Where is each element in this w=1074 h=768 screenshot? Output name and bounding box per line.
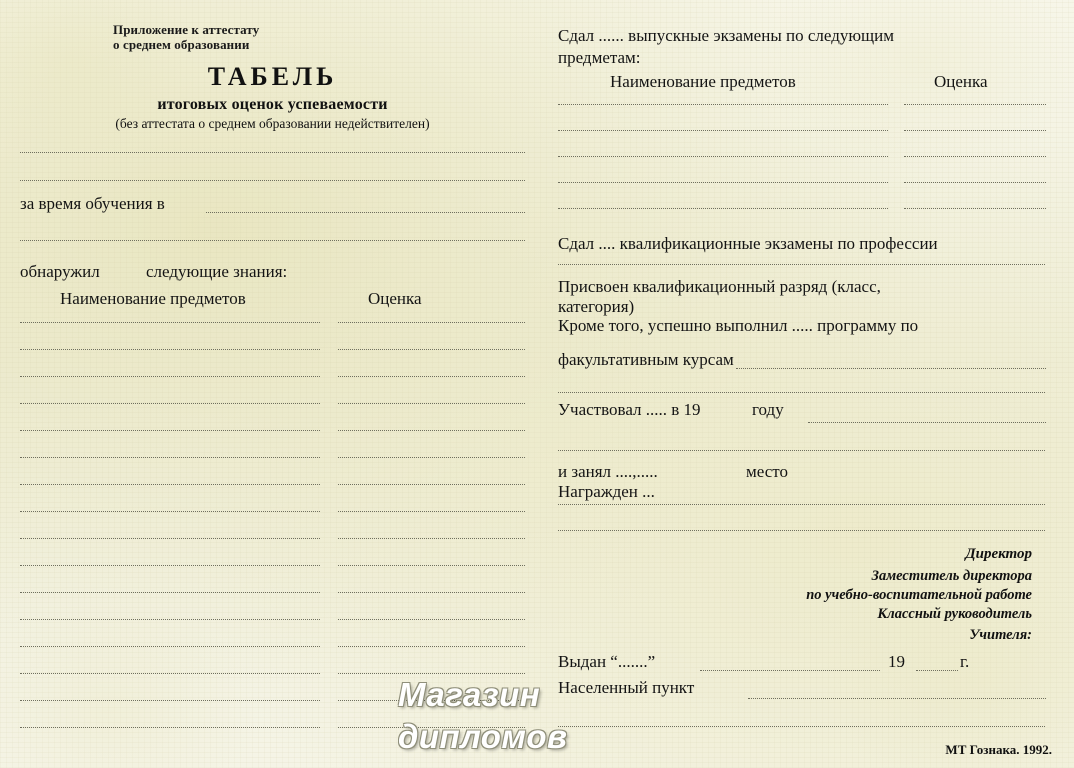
- blank-line: [558, 530, 1045, 531]
- subject-row-line: [20, 430, 320, 431]
- blank-line: [558, 726, 1045, 727]
- footer-note: МТ Гознака. 1992.: [945, 742, 1052, 757]
- watermark-line1: Магазин: [398, 676, 541, 713]
- exam-subject-row-line: [558, 156, 888, 157]
- grade-row-line: [338, 619, 525, 620]
- study-period-line: [206, 212, 525, 213]
- subject-row-line: [20, 403, 320, 404]
- right-col-header-grade: Оценка: [934, 72, 988, 91]
- issued-line: [700, 670, 880, 671]
- grade-row-line: [338, 673, 525, 674]
- found-knowledge-label2: следующие знания:: [146, 262, 288, 281]
- grade-row-line: [338, 484, 525, 485]
- document-title: ТАБЕЛЬ: [207, 62, 338, 91]
- locality-label: Населенный пункт: [558, 678, 695, 697]
- grade-row-line: [338, 430, 525, 431]
- awarded-label: Награжден ...: [558, 482, 655, 501]
- subject-row-line: [20, 322, 320, 323]
- grade-row-line: [338, 457, 525, 458]
- grade-row-line: [338, 592, 525, 593]
- subject-row-line: [20, 700, 320, 701]
- place-prefix: и занял ....,.....: [558, 462, 658, 481]
- qualification-exams-line: [558, 264, 1045, 265]
- signature-deputy-role: по учебно-воспитательной работе: [806, 587, 1032, 603]
- subject-row-line: [20, 376, 320, 377]
- right-column: [552, 0, 1052, 768]
- exam-grade-row-line: [904, 182, 1046, 183]
- elective-line: [736, 368, 1046, 369]
- locality-line: [748, 698, 1046, 699]
- issued-year-line: [916, 670, 958, 671]
- assigned-rank-line1: Присвоен квалификационный разряд (класс,: [558, 277, 881, 296]
- exam-subject-row-line: [558, 208, 888, 209]
- assigned-rank-line2: категория): [558, 297, 635, 316]
- signature-class-teacher: Классный руководитель: [877, 606, 1032, 622]
- exam-grade-row-line: [904, 104, 1046, 105]
- grade-row-line: [338, 538, 525, 539]
- subject-row-line: [20, 592, 320, 593]
- subject-row-line: [20, 538, 320, 539]
- document-subtitle-note: (без аттестата о среднем образовании недействителен): [115, 116, 430, 131]
- exam-grade-row-line: [904, 156, 1046, 157]
- awarded-line: [558, 504, 1045, 505]
- grade-row-line: [338, 322, 525, 323]
- grade-row-line: [338, 646, 525, 647]
- left-col-header-grade: Оценка: [368, 289, 422, 308]
- subject-row-line: [20, 484, 320, 485]
- found-knowledge-label: обнаружил: [20, 262, 100, 281]
- subject-row-line: [20, 457, 320, 458]
- grade-row-line: [338, 511, 525, 512]
- subject-row-line: [20, 511, 320, 512]
- grade-row-line: [338, 376, 525, 377]
- appendix-header-line2: о среднем образовании: [113, 37, 250, 52]
- subject-row-line: [20, 673, 320, 674]
- right-col-header-subject: Наименование предметов: [610, 72, 796, 91]
- elective-line2: факультативным курсам: [558, 350, 734, 369]
- elective-line1: Кроме того, успешно выполнил ..... программу по: [558, 316, 919, 335]
- participated-prefix: Участвовал ..... в 19: [558, 400, 701, 419]
- signature-deputy-director: Заместитель директора: [871, 568, 1032, 584]
- place-suffix: место: [746, 462, 788, 481]
- blank-line: [558, 392, 1045, 393]
- blank-line: [20, 240, 525, 241]
- study-period-label: за время обучения в: [20, 194, 165, 213]
- blank-line: [20, 180, 525, 181]
- subject-row-line: [20, 349, 320, 350]
- grade-row-line: [338, 700, 525, 701]
- exam-subject-row-line: [558, 182, 888, 183]
- exam-grade-row-line: [904, 130, 1046, 131]
- qualification-exams-label: Сдал .... квалификационные экзамены по профессии: [558, 234, 938, 253]
- subject-row-line: [20, 565, 320, 566]
- passed-exams-line1: Сдал ...... выпускные экзамены по следующим: [558, 26, 894, 45]
- watermark-line2: дипломов: [398, 718, 568, 755]
- exam-subject-row-line: [558, 104, 888, 105]
- subject-row-line: [20, 619, 320, 620]
- blank-line: [20, 152, 525, 153]
- issued-suffix: г.: [960, 652, 970, 671]
- grade-row-line: [338, 565, 525, 566]
- document-subtitle: итоговых оценок успеваемости: [157, 96, 388, 113]
- grade-row-line: [338, 727, 525, 728]
- blank-line: [558, 450, 1045, 451]
- exam-subject-row-line: [558, 130, 888, 131]
- participated-line: [808, 422, 1046, 423]
- subject-row-line: [20, 646, 320, 647]
- issued-prefix: Выдан “.......”: [558, 652, 656, 671]
- exam-grade-row-line: [904, 208, 1046, 209]
- signature-teachers: Учителя:: [969, 627, 1032, 643]
- grade-row-line: [338, 349, 525, 350]
- left-col-header-subject: Наименование предметов: [60, 289, 246, 308]
- participated-suffix: году: [752, 400, 784, 419]
- signature-director: Директор: [965, 546, 1032, 562]
- appendix-header-line1: Приложение к аттестату: [113, 22, 260, 37]
- subject-row-line: [20, 727, 320, 728]
- issued-year: 19: [888, 652, 905, 671]
- grade-row-line: [338, 403, 525, 404]
- left-column: [20, 0, 525, 768]
- passed-exams-line2: предметам:: [558, 48, 641, 67]
